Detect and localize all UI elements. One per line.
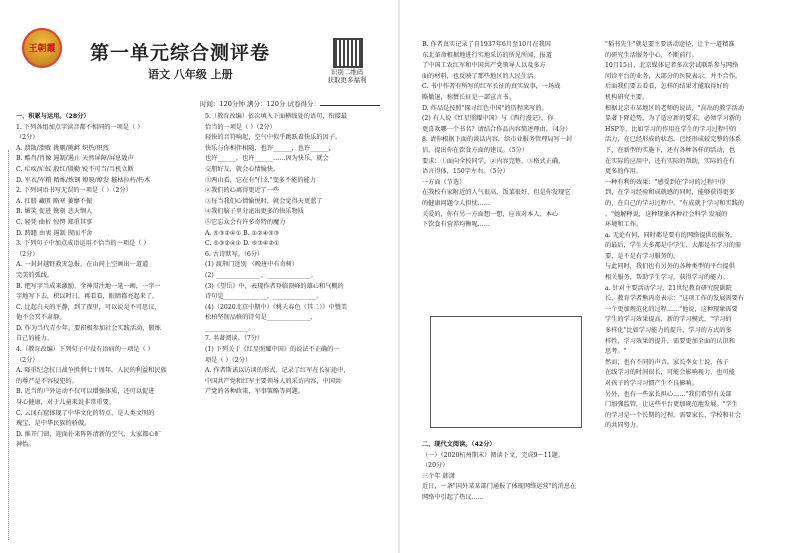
article-line: 的学习是一个长期的过程，需要家长、学校和社会 [605,411,742,419]
score-blank [320,99,380,106]
article-line: 长，教育学者熊丙奇表示："这项工作的发展需要有 [605,295,744,303]
question-line: 信，提出你在饮食方面的建议。（5分） [422,146,529,154]
question-line: B. 把写字当成来激励，全神贯注地一笔一画，一字一 [16,282,161,290]
article-line: 显著下降趋势，为了适应新的要求，必须学习新的 [605,115,742,123]
article-line: 样性，学习效果的提升，需要更加全面的认识和 [605,337,735,345]
question-line: 的健康问题令人担忧…… [422,199,491,207]
reading-line: 网络中引起了热议…… [422,493,484,501]
question-line: 2. 下列词语书写无误的一项是（ ）（2分） [16,187,132,195]
question-line: 瑰宝，是中华民族的骄傲。 [16,420,91,428]
qr-caption-line-2: 获取更多福利 [327,76,367,84]
question-line: 交朋好友，就会心情愉快。 [205,165,280,173]
article-line: 思考。" [605,348,627,356]
question-line: D. 作为当代青少年，要积极参加社会实践活动，锻炼 [16,324,161,332]
article-line: 环境和工作。 [605,221,643,229]
question-line: 产党的各种政策，军事策略等问题。 [205,388,304,396]
question-line: B. 媚笑 促进 镌刻 悲天悯人 [16,208,93,216]
question-line: 中国共产党和红军主要领导人的采访内容，中国共 [205,377,342,385]
question-line: 在我校有家附近的人气很高，饭菜很好，但是你发现它 [422,189,571,197]
question-line: 的尊严是不容侵犯的。 [16,377,78,385]
article-line: 多样化"比如学习能力的提升，学习的方式的多 [605,327,732,335]
question-line: 诗句是______________，______________。 [205,293,323,301]
question-line: （2分） [16,356,39,364]
article-line: 活力，在已经形成的状态，已经形成较完整的体系 [605,136,742,144]
logo-text: 王朝霞 [28,44,56,54]
question-line: 5.（教育改编）依次填入下面横线处的语句，衔接最 [205,113,348,120]
question-line: 神怡。 [16,441,35,449]
question-line: 完美的弧线。 [16,271,54,279]
question-line: A. 扛膀 藏匿 略寒 萎靡不振 [16,197,93,205]
question-line: 一方面（节选） [422,178,466,186]
question-line: C. 疟疾/疟蚊 殷红/殷勤 锐不可当/当机立断 [16,165,134,173]
article-line: 下，在新型的实施下，还有各种各样的活动，也 [605,146,735,154]
exam-meta-text: 时间：120分钟 满分：120分 试卷得分： [200,100,320,108]
article-line: 与此同时，我们也有另外的各种类型的平台提供 [605,263,735,271]
question-line: 面的材料，也反映了那些地区的人民生活。 [422,72,540,80]
question-line: 松柏坚韧品格的诗句是______________， [205,314,317,322]
article-line: 机构研究主要。 [605,93,649,101]
question-line: A. 一封封越野救灾急报，在山间上空画出一道道 [16,261,149,269]
publisher-logo [22,28,62,68]
question-line: 自己的能力。 [16,335,54,343]
question-line: B. 酷肖/肖像 遏制/遏止 天然屏障/屏息敛声 [16,155,134,163]
article-line: 的研究生活服务中心，不断前行。 [605,51,698,59]
question-line: 轻快的音符响起，空气中似乎跳跃着快乐的因子。 [205,134,342,142]
article-line: 到，在学习经验和成就感的同时，能够获得更多 [605,189,735,197]
right-column-1 [422,40,602,231]
article-line: 问诊平台的业务，大部分的医院表示，并不合作。 [605,72,742,80]
article-line: 在线学习的时间很长，可能会影响视力，也可能 [605,369,735,377]
article-line: a. 无论有何，同时都是要有的网络提供的服务， [605,231,737,239]
question-line: 也许______，也许______……因为快乐，就会 [205,155,329,163]
question-line: B. 近当的户外运动不仅可以增强体质，还可以促进 [16,388,155,396]
article-line: 学生的学习效果提高，新的学习模式，"学习的 [605,316,732,324]
article-line: 的最后，学生大多都是中学生，大都是有学习的需 [605,242,742,250]
article-line: 门加强监管，让这些平台更加规范地发展。"学生 [605,401,738,409]
qr-caption-line-1: 识别二维码 [330,68,364,76]
article-line: a. 针对主要活动学习，21世纪教育研究院副院 [605,284,732,292]
article-line: "韬书先生"就是要主要活动途径，让个一道精准 [605,41,735,48]
question-line: 3. 下列句子中加点成语运用不恰当的一项是（ ） [16,240,150,248]
question-line: (2) 有人说《红星照耀中国》与《西行漫记》，你 [422,115,554,123]
question-line: 身心健康，对于儿童来说非常重要。 [16,399,115,407]
exam-meta [200,99,380,108]
article-line: 的，在自己的学习过程中。"有成就于学习和实践的 [605,199,744,207]
question-line: 更喜欢哪一个书名？请结合作品内容简述理由。（4分） [422,125,572,133]
question-line: 字地写下去，积以时日，再看看，眼睛都亮起来了。 [16,293,159,301]
reading-line: （一）（2020杭州期末）阅读下文，完成9～11题。 [422,451,565,459]
article-line: 然而，也有不同的声音。家长李女士说，孩子 [605,358,729,366]
article-line: HSP等，比如学习的作用在学生的学习过程中的 [605,125,737,133]
reading-line: 近日，一条"国外某某部门通报了体现网络运营"的消息在 [422,483,577,491]
left-column-2 [205,112,397,398]
article-line: 要，是不是有学习服务的。 [605,252,680,260]
paper-title: 第一单元综合测评卷 [90,42,271,64]
article-line: 。"她解释说，这种现象各种社会科学 发展的 [605,210,728,218]
question-line: D. 推开门窗，迎面扑来阵阵清新的空气，大家都心旷 [16,430,161,438]
article-line: 对孩子的学习习惯产生不良影响。 [605,380,698,387]
article-line: 的共同努力。 [605,422,643,430]
article-line: 一种有利的效果："感受到在学习的过程中得 [605,178,726,186]
article-line: 10月15日，北京媒体记者多次尝试联系参与网络 [605,62,739,70]
article-line: 根据北京市某地区的老师的说法，"高出的教学活动 [605,104,744,112]
question-line: 7. 名著阅读。（7分） [205,335,264,343]
left-column-1 [16,112,206,451]
question-line: A. 溃散/溃败 挑剔/挑衅 炽热/炽烈 [16,144,109,152]
question-line: 下饮食有营养均衡呢…… [422,221,491,229]
paper-subtitle: 语文 八年级 上册 [148,68,233,81]
question-line: C. 书中作者有所写的红军长征的真实故事，一场战 [422,83,561,91]
qr-code-icon[interactable] [333,38,363,68]
article-line: 后面我们要去看看，怎样的结果才能取得好的 [605,83,729,91]
question-line: 8. 请你根据下面的谈话内容，给市业服务管理局写一封 [422,136,573,144]
question-line: 东北革命根据地进行实地采访的所见所闻，报道 [422,51,552,59]
reading-line: （20分） [422,462,449,470]
question-line: 1. 下列各组加点字读音都不相同的一项是（ ） [16,123,144,131]
question-line: C. 比起白天的平静，到了夜里，可以说是不可思议， [16,303,161,311]
article-line: 另外，也有一些家长担心……"我们希望有关部 [605,390,732,398]
right-column-1-bottom [422,440,602,504]
question-line: ④我们脑子里分泌出更多的快乐物质 [205,208,304,216]
question-line: ③每当我们心情愉悦时，就会觉得天更蓝了 [205,197,323,205]
question-line: （2分） [16,250,39,258]
question-line: C. 轻凭 曲折 惊愕 郑重其事 [16,218,93,226]
question-line: D. 作品是按照"探寻红色中国"的历程来写的。 [422,104,548,112]
question-line: 恰当的一项是（ ）（2分） [205,123,276,131]
reading-line: 三个年 韩潇 [422,472,455,480]
question-line: (3)《望岳》中，表现作者登临顶峰的雄心和气概的 [205,282,344,290]
question-line: B. 作者真实记录了自1937年6月至10月在我国 [422,41,551,48]
question-line: D. 踌躇 由衷 遏制 锲而不舍 [16,229,93,237]
letter-answer-box[interactable] [430,316,582,428]
question-line: (1) 下列关于《红星照耀中国》的说法不正确的一 [205,346,340,354]
question-line: 要求：①面向全校同学，②内容完整，③格式正确， [422,157,565,165]
question-line: 了中国工农红军和中国共产党领导人以及多方 [422,62,546,70]
question-line: 他不会冥不肃静。 [16,314,66,322]
question-line: 略撤退，称赞长征是一部宣言书。 [422,93,515,101]
question-line: ①两山看，它在有"什么"变多不能的能力 [205,176,316,184]
question-line: 一、积累与运用。（28分） [16,113,90,120]
reading-line: 二、现代文阅读。（42分） [422,441,496,448]
right-page [400,0,800,553]
question-line: ______________。 [205,324,255,332]
question-line: D. 军衣/军粮 精炼/炼钢 燎原/燎发 摧枯拉朽/朽木 [16,176,151,184]
question-line: （2分） [16,134,39,142]
question-line: C. 云冈石窟体现了中华文化的特点，是人类文明的 [16,409,155,417]
qr-caption [322,68,372,84]
article-line: 相关服务，帮助学生学习，获得学习的能力。 [605,274,729,282]
question-line: (2) ______________ ，______________。 [205,271,317,279]
right-column-2 [605,40,795,432]
question-line: 关爱的，你有另一方面想一想，应该对本人、本心 [422,210,559,218]
article-line: 更多的作用。 [605,168,643,176]
paper-header [0,0,398,130]
question-line: ⑤它忘众会有许多奇特的魔力 [205,218,286,226]
question-line: 快乐与你相伴相随，也许______，也许______， [205,144,335,152]
question-line: A. ⑤③②④① B. ①②④⑤③ [205,229,280,237]
question-line: (1) 渡荆门送别 （晚唐中有奇树） [205,261,299,269]
article-line: 一个更加规范化的过程……"他说，这种现象需要 [605,305,738,313]
question-line: 6. 古诗默写。（6分） [205,250,264,258]
question-line: ②我们的心离得更近了一些 [205,187,280,195]
question-line: 语言得体，150字左右。（5分） [422,168,509,176]
question-line: C. ⑤③②④① D. ⑤③④②① [205,240,280,248]
question-line: A. 作者斯诺以访谈的形式，记录了红军在长征途中， [205,367,350,375]
question-line: (4)（2020北京中期中）《桃夭春色（其二）》中赞美 [205,303,348,311]
binding-dotted-line [8,150,9,540]
question-line: 项是（ ）（2分） [205,356,252,364]
left-page [0,0,398,553]
question-line: 4.（教育改编）下列句子中没有语病的一项是（ ） [16,346,154,354]
question-line: A. 隆重纪念抗日战争胜利七十周年，人民的利益和民族 [16,367,167,375]
article-line: 在实际的应用中，还有实际的帮助，实际的在有 [605,157,735,165]
